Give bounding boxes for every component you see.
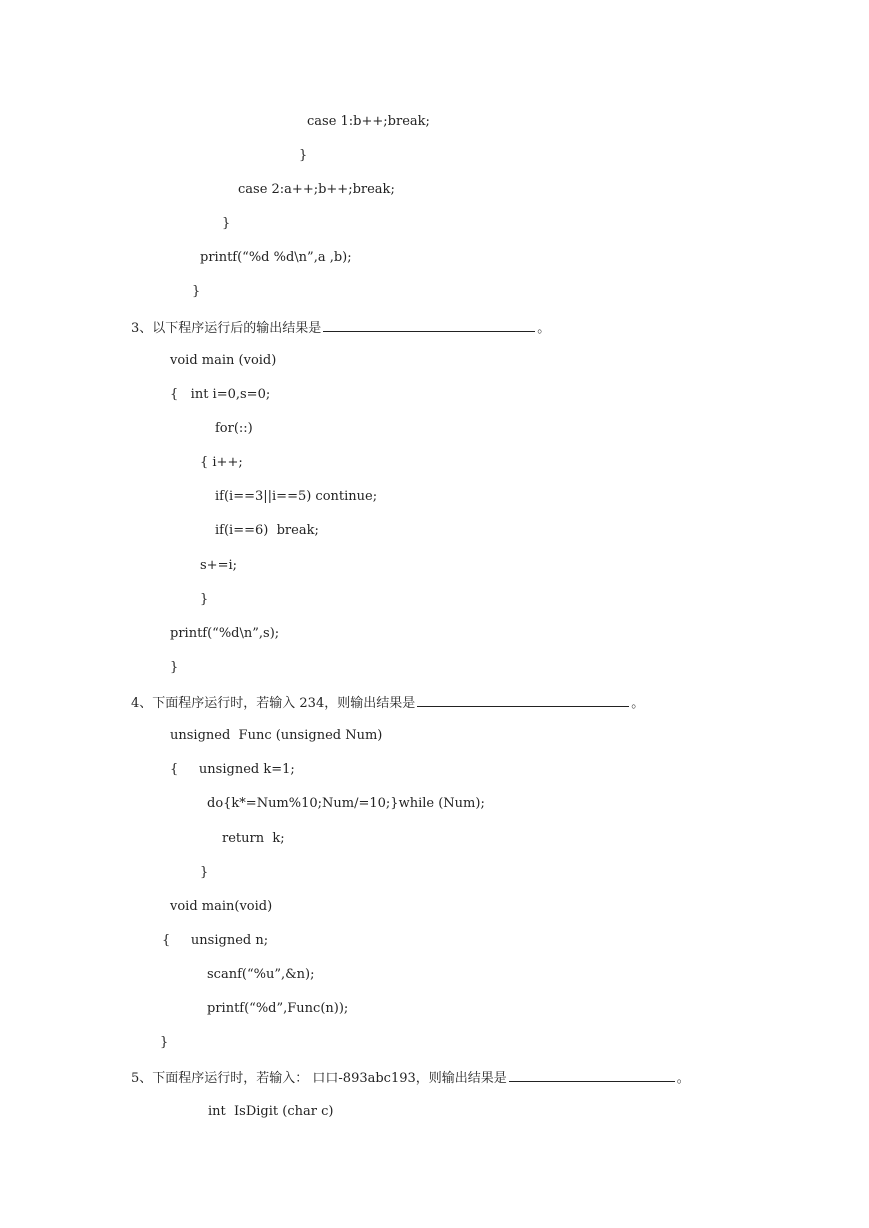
question-5-end: 。 bbox=[676, 1071, 690, 1086]
answer-blank bbox=[417, 693, 629, 707]
answer-blank bbox=[323, 318, 535, 332]
code-line: printf(“%d\n”,s); bbox=[170, 626, 280, 641]
code-line: { unsigned n; bbox=[162, 933, 269, 948]
code-line: } bbox=[170, 660, 179, 675]
code-line: } bbox=[222, 216, 231, 231]
code-line: } bbox=[160, 1035, 169, 1050]
code-line: case 1:b++;break; bbox=[307, 114, 430, 129]
code-line: printf(“%d %d\n”,a ,b); bbox=[200, 250, 352, 265]
code-line: case 2:a++;b++;break; bbox=[238, 182, 395, 197]
question-4 bbox=[131, 693, 644, 713]
code-line: void main(void) bbox=[170, 899, 273, 914]
question-3-text: 3、以下程序运行后的输出结果是 bbox=[131, 321, 322, 336]
code-line: } bbox=[192, 284, 201, 299]
question-5 bbox=[131, 1068, 690, 1088]
code-line: scanf(“%u”,&n); bbox=[207, 967, 315, 982]
code-line: } bbox=[200, 865, 209, 880]
code-line: if(i==3||i==5) continue; bbox=[215, 489, 378, 504]
code-line: } bbox=[299, 148, 308, 163]
code-line: for(::) bbox=[215, 421, 253, 436]
code-line: void main (void) bbox=[170, 353, 277, 368]
question-4-end: 。 bbox=[631, 696, 645, 711]
code-line: { unsigned k=1; bbox=[170, 762, 295, 777]
code-line: do{k*=Num%10;Num/=10;}while (Num); bbox=[207, 796, 485, 811]
code-line: int IsDigit (char c) bbox=[208, 1104, 334, 1119]
question-3 bbox=[131, 318, 550, 338]
code-line: s+=i; bbox=[200, 558, 237, 573]
code-line: } bbox=[200, 592, 209, 607]
code-line: printf(“%d”,Func(n)); bbox=[207, 1001, 349, 1016]
question-3-end: 。 bbox=[537, 321, 551, 336]
code-line: { int i=0,s=0; bbox=[170, 387, 271, 402]
code-line: unsigned Func (unsigned Num) bbox=[170, 728, 383, 743]
code-line: return k; bbox=[222, 831, 285, 846]
answer-blank bbox=[509, 1068, 675, 1082]
code-line: { i++; bbox=[200, 455, 243, 470]
question-5-text: 5、下面程序运行时，若输入： 口口-893abc193，则输出结果是 bbox=[131, 1071, 507, 1086]
code-line: if(i==6) break; bbox=[215, 523, 319, 538]
question-4-text: 4、下面程序运行时，若输入 234，则输出结果是 bbox=[131, 696, 416, 711]
